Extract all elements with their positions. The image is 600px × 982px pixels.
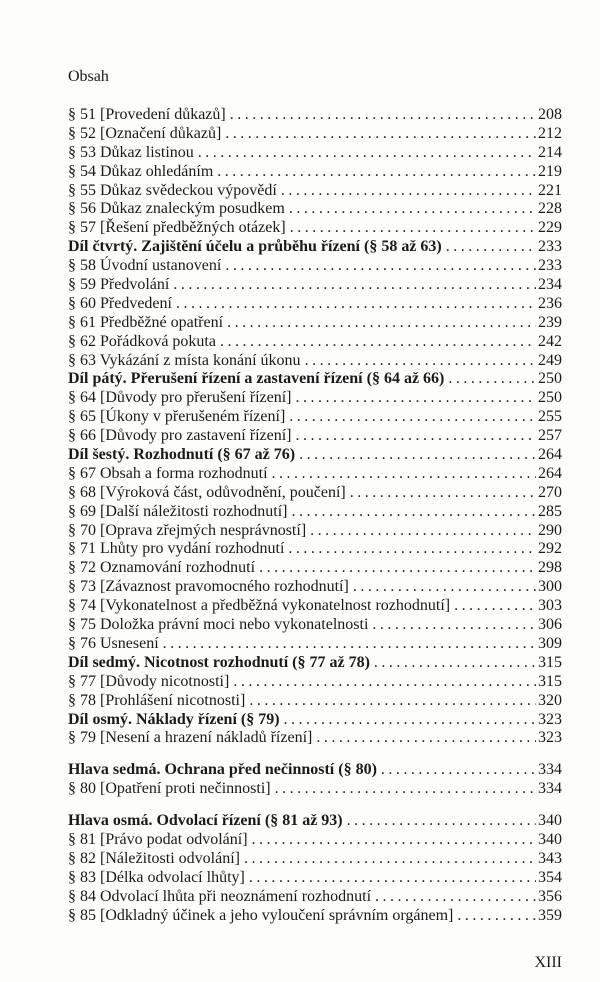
- toc-entry: [68, 692, 562, 711]
- toc-entry-page: 257: [538, 427, 562, 445]
- toc-entry-title: § 61 Předběžné opatření: [68, 313, 224, 331]
- dot-leader: [347, 812, 536, 831]
- toc-entry: [68, 540, 562, 559]
- toc-entry-title: § 73 [Závaznost pravomocného rozhodnutí]: [68, 578, 349, 596]
- toc-entry-page: 249: [538, 351, 562, 369]
- toc-entry-page: 306: [538, 616, 562, 634]
- dot-leader: [275, 780, 536, 799]
- toc-section-heading: [68, 761, 562, 780]
- toc-entry-page: 250: [538, 370, 562, 388]
- dot-leader: [217, 163, 536, 182]
- toc-section-heading: [68, 812, 562, 831]
- toc-entry: [68, 144, 562, 163]
- toc-entry-page: 212: [538, 124, 562, 142]
- toc-entry-title: § 72 Oznamování rozhodnutí: [68, 559, 256, 577]
- toc-entry-title: § 79 [Nesení a hrazení nákladů řízení]: [68, 729, 313, 747]
- toc-entry-page: 303: [538, 597, 562, 615]
- toc-entry: [68, 389, 562, 408]
- dot-leader: [173, 276, 536, 295]
- toc-entry-page: 315: [538, 653, 562, 671]
- dot-leader: [296, 389, 537, 408]
- toc-entry-page: 239: [538, 313, 562, 331]
- toc-entry: [68, 831, 562, 850]
- dot-leader: [372, 616, 536, 635]
- dot-leader: [290, 219, 536, 238]
- dot-leader: [272, 465, 536, 484]
- toc-entry-title: § 66 [Důvody pro zastavení řízení]: [68, 427, 292, 445]
- toc-entry-page: 234: [538, 276, 562, 294]
- toc-entry-page: 334: [538, 780, 562, 798]
- toc-entry: [68, 869, 562, 888]
- dot-leader: [305, 352, 536, 371]
- toc-entry: [68, 427, 562, 446]
- dot-leader: [310, 522, 536, 541]
- dot-leader: [374, 654, 536, 673]
- toc-entry-title: § 59 Předvolání: [68, 276, 170, 294]
- toc-entry: [68, 106, 562, 125]
- dot-leader: [176, 295, 536, 314]
- dot-leader: [244, 850, 536, 869]
- toc-entry-page: 236: [538, 294, 562, 312]
- toc-entry-page: 255: [538, 408, 562, 426]
- running-header: Obsah: [68, 68, 109, 85]
- toc-entry: [68, 484, 562, 503]
- toc-entry-title: § 82 [Náležitosti odvolání]: [68, 849, 240, 867]
- toc-entry-page: 250: [538, 389, 562, 407]
- toc-entry-title: § 56 Důkaz znaleckým posudkem: [68, 200, 285, 218]
- dot-leader: [381, 761, 536, 780]
- toc-entry: [68, 200, 562, 219]
- toc-entry-title: Díl osmý. Náklady řízení (§ 79): [68, 710, 280, 728]
- toc-entry-title: § 55 Důkaz svědeckou výpovědí: [68, 181, 277, 199]
- toc-entry-title: § 69 [Další náležitosti rozhodnutí]: [68, 502, 288, 520]
- toc-entry: [68, 465, 562, 484]
- toc-entry-title: § 51 [Provedení důkazů]: [68, 106, 226, 123]
- toc-entry-page: 340: [538, 812, 562, 830]
- toc-entry-title: § 81 [Právo podat odvolání]: [68, 830, 248, 848]
- toc-entry-page: 219: [538, 162, 562, 180]
- toc-entry-page: 285: [538, 502, 562, 520]
- toc-entry: [68, 503, 562, 522]
- toc-entry-page: 221: [538, 181, 562, 199]
- toc-entry-page: 298: [538, 559, 562, 577]
- toc-section-heading: [68, 711, 562, 730]
- toc-entry: [68, 182, 562, 201]
- toc-entry: [68, 907, 562, 926]
- toc-entry: [68, 597, 562, 616]
- dot-leader: [350, 484, 536, 503]
- toc-entry-title: § 74 [Vykonatelnost a předběžná vykonatelnost rozhodnutí]: [68, 597, 451, 615]
- toc-entry-page: 264: [538, 446, 562, 464]
- toc-entry-page: 214: [538, 143, 562, 161]
- dot-leader: [289, 408, 536, 427]
- toc-entry-title: § 85 [Odkladný účinek a jeho vyloučení správním orgánem]: [68, 906, 454, 924]
- toc-entry-title: Hlava sedmá. Ochrana před nečinností (§ 80): [68, 761, 377, 779]
- toc-entry-title: § 68 [Výroková část, odůvodnění, poučení]: [68, 483, 346, 501]
- toc-entry: [68, 729, 562, 748]
- toc-entry: [68, 780, 562, 799]
- toc-section-heading: [68, 238, 562, 257]
- toc-entry-title: § 58 Úvodní ustanovení: [68, 257, 222, 275]
- toc-entry-title: § 52 [Označení důkazů]: [68, 124, 222, 142]
- toc-section-heading: [68, 446, 562, 465]
- toc-entry: [68, 276, 562, 295]
- toc-entry-page: 315: [538, 672, 562, 690]
- toc-entry-page: 300: [538, 578, 562, 596]
- dot-leader: [454, 597, 536, 616]
- toc-entry-page: 359: [538, 906, 562, 924]
- toc-entry: [68, 125, 562, 144]
- toc-entry-page: 290: [538, 521, 562, 539]
- toc-entry-title: Díl sedmý. Nicotnost rozhodnutí (§ 77 až 78): [68, 653, 370, 671]
- dot-leader: [299, 446, 536, 465]
- toc-entry-title: § 62 Pořádková pokuta: [68, 332, 216, 350]
- toc-entry: [68, 352, 562, 371]
- toc-entry: [68, 616, 562, 635]
- dot-leader: [259, 559, 536, 578]
- toc-section-heading: [68, 370, 562, 389]
- toc-entry-page: 323: [538, 710, 562, 728]
- dot-leader: [252, 831, 536, 850]
- toc-entry-title: § 83 [Délka odvolací lhůty]: [68, 868, 245, 886]
- table-of-contents: [68, 106, 562, 925]
- dot-leader: [220, 333, 536, 352]
- toc-entry-title: § 84 Odvolací lhůta při neoznámení rozhodnutí: [68, 887, 372, 905]
- dot-leader: [446, 238, 536, 257]
- toc-entry-page: 229: [538, 219, 562, 237]
- toc-entry-title: § 71 Lhůty pro vydání rozhodnutí: [68, 540, 285, 558]
- toc-entry: [68, 578, 562, 597]
- toc-entry: [68, 888, 562, 907]
- dot-leader: [249, 869, 536, 888]
- toc-entry-page: 343: [538, 849, 562, 867]
- dot-leader: [353, 578, 536, 597]
- dot-leader: [233, 673, 536, 692]
- toc-entry-page: 242: [538, 332, 562, 350]
- toc-entry-title: § 80 [Opatření proti nečinnosti]: [68, 780, 271, 798]
- toc-entry-page: 292: [538, 540, 562, 558]
- toc-entry: [68, 635, 562, 654]
- dot-leader: [227, 314, 536, 333]
- toc-entry-title: Hlava osmá. Odvolací řízení (§ 81 až 93): [68, 812, 343, 830]
- toc-entry-title: Díl čtvrtý. Zajištění účelu a průběhu řízení (§ 58 až 63): [68, 238, 442, 256]
- toc-entry-title: § 67 Obsah a forma rozhodnutí: [68, 464, 268, 482]
- toc-entry-title: § 57 [Řešení předběžných otázek]: [68, 219, 286, 237]
- toc-entry: [68, 314, 562, 333]
- toc-entry-page: 309: [538, 634, 562, 652]
- dot-leader: [316, 729, 536, 748]
- toc-entry: [68, 295, 562, 314]
- toc-entry-page: 233: [538, 257, 562, 275]
- toc-entry: [68, 522, 562, 541]
- toc-section-heading: [68, 654, 562, 673]
- dot-leader: [225, 257, 536, 276]
- toc-entry-page: 323: [538, 729, 562, 747]
- dot-leader: [281, 182, 536, 201]
- toc-entry-title: § 63 Vykázání z místa konání úkonu: [68, 351, 301, 369]
- toc-entry-page: 270: [538, 483, 562, 501]
- toc-entry-page: 264: [538, 464, 562, 482]
- toc-entry-page: 208: [538, 106, 562, 123]
- toc-entry-title: § 76 Usnesení: [68, 634, 159, 652]
- toc-entry-title: § 64 [Důvody pro přerušení řízení]: [68, 389, 292, 407]
- toc-entry-page: 340: [538, 830, 562, 848]
- toc-entry-page: 228: [538, 200, 562, 218]
- toc-entry: [68, 673, 562, 692]
- toc-entry-title: § 77 [Důvody nicotnosti]: [68, 672, 230, 690]
- dot-leader: [292, 503, 536, 522]
- toc-entry: [68, 163, 562, 182]
- dot-leader: [448, 370, 536, 389]
- toc-entry-title: Díl šestý. Rozhodnutí (§ 67 až 76): [68, 446, 296, 464]
- dot-leader: [295, 427, 536, 446]
- toc-entry-title: § 75 Doložka právní moci nebo vykonatelnosti: [68, 616, 369, 634]
- dot-leader: [457, 907, 536, 926]
- dot-leader: [288, 540, 536, 559]
- dot-leader: [289, 200, 536, 219]
- toc-entry-title: § 65 [Úkony v přerušeném řízení]: [68, 408, 286, 426]
- dot-leader: [198, 144, 536, 163]
- toc-entry: [68, 559, 562, 578]
- toc-entry-title: Díl pátý. Přerušení řízení a zastavení řízení (§ 64 až 66): [68, 370, 445, 388]
- toc-entry-page: 320: [538, 691, 562, 709]
- dot-leader: [225, 125, 536, 144]
- page-number: XIII: [534, 954, 562, 971]
- toc-entry: [68, 850, 562, 869]
- toc-entry-page: 354: [538, 868, 562, 886]
- dot-leader: [249, 692, 536, 711]
- toc-entry-title: § 70 [Oprava zřejmých nesprávností]: [68, 521, 307, 539]
- dot-leader: [284, 711, 536, 730]
- toc-entry-title: § 53 Důkaz listinou: [68, 143, 194, 161]
- toc-entry-page: 356: [538, 887, 562, 905]
- toc-entry: [68, 257, 562, 276]
- dot-leader: [230, 106, 536, 125]
- toc-entry-title: § 54 Důkaz ohledáním: [68, 162, 214, 180]
- toc-entry-title: § 78 [Prohlášení nicotnosti]: [68, 691, 246, 709]
- toc-entry: [68, 408, 562, 427]
- dot-leader: [375, 888, 536, 907]
- toc-entry: [68, 333, 562, 352]
- toc-entry: [68, 219, 562, 238]
- toc-entry-page: 233: [538, 238, 562, 256]
- dot-leader: [163, 635, 536, 654]
- toc-entry-title: § 60 Předvedení: [68, 294, 172, 312]
- toc-entry-page: 334: [538, 761, 562, 779]
